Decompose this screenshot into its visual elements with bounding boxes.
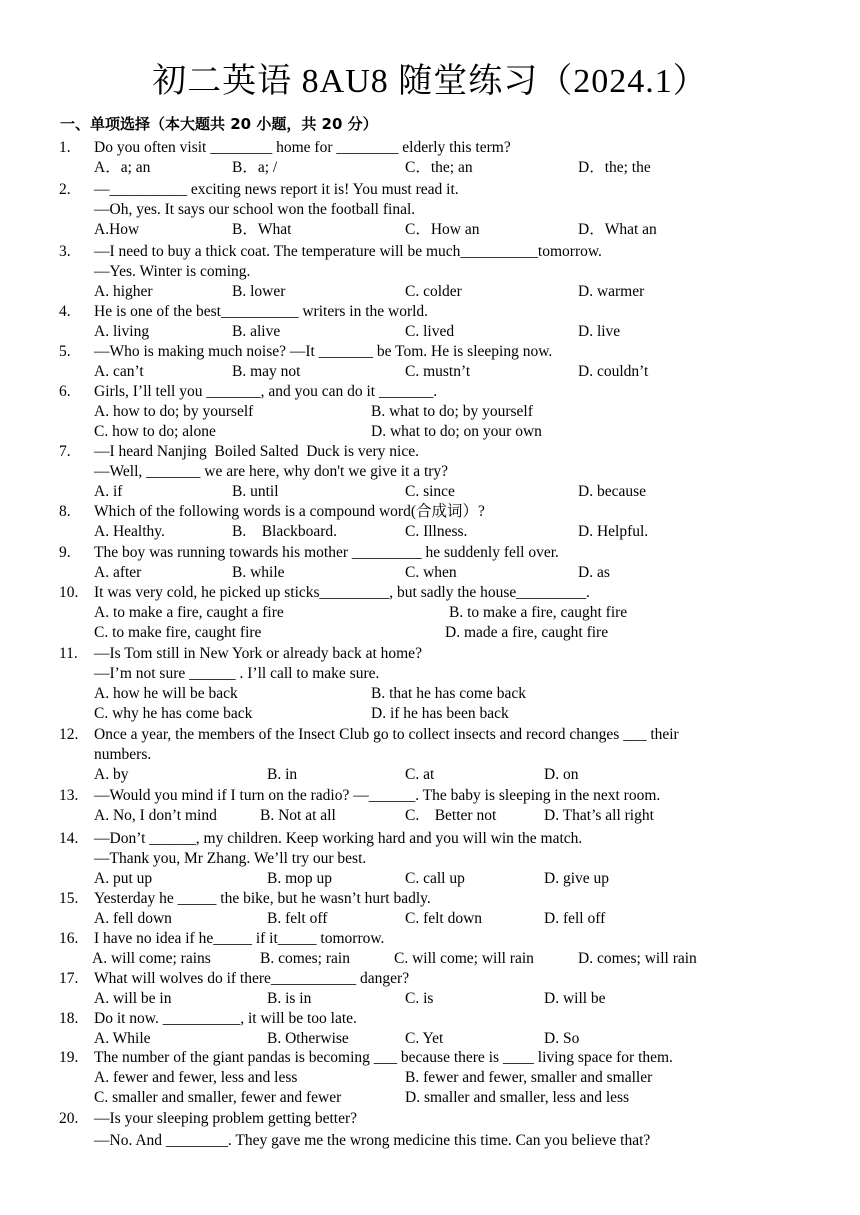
option: B. to make a fire, caught fire [449, 604, 628, 621]
question-text: I have no idea if he_____ if it_____ tomorrow. [94, 930, 385, 947]
option: A. While [94, 1030, 151, 1047]
option: A. how to do; by yourself [94, 403, 254, 420]
question-text: He is one of the best__________ writers in the world. [94, 303, 429, 320]
question-text: —I’m not sure ______ . I’ll call to make sure. [94, 665, 380, 682]
question-text: —Don’t ______, my children. Keep working hard and you will win the match. [94, 830, 583, 847]
option: C. call up [405, 870, 465, 887]
option: D. made a fire, caught fire [445, 624, 609, 641]
question-number: 8. [59, 503, 71, 520]
option: C. mustn’t [405, 363, 471, 380]
question-number: 2. [59, 181, 71, 198]
option: C. since [405, 483, 455, 500]
option: A. living [94, 323, 150, 340]
option: C. why he has come back [94, 705, 253, 722]
option: B. may not [232, 363, 301, 380]
option: A.How [94, 221, 140, 238]
option: A. to make a fire, caught a fire [94, 604, 284, 621]
question-text: —Yes. Winter is coming. [94, 263, 251, 280]
option: D. on [544, 766, 579, 783]
option: A. put up [94, 870, 153, 887]
option: C. how to do; alone [94, 423, 216, 440]
option: A. No, I don’t mind [94, 807, 217, 824]
option: A. after [94, 564, 142, 581]
option: A. if [94, 483, 123, 500]
question-text: Do you often visit ________ home for ________ elderly this term? [94, 139, 511, 156]
option: B. that he has come back [371, 685, 526, 702]
option: A. will be in [94, 990, 172, 1007]
question-text: —Would you mind if I turn on the radio? —______. The baby is sleeping in the next room. [94, 787, 661, 804]
question-text: Which of the following words is a compound word(合成词）? [94, 503, 485, 520]
section-heading: 一、单项选择（本大题共 20 小题，共 20 分） [60, 115, 378, 133]
question-number: 1. [59, 139, 71, 156]
option: D．What an [578, 221, 657, 238]
option: B. comes; rain [260, 950, 350, 967]
option: C. felt down [405, 910, 483, 927]
question-text: The boy was running towards his mother _________ he suddenly fell over. [94, 544, 559, 561]
question-number: 18. [59, 1010, 79, 1027]
option: C. Better not [405, 807, 497, 824]
question-text: —Is your sleeping problem getting better? [94, 1110, 358, 1127]
option: A. fell down [94, 910, 172, 927]
option: D. will be [544, 990, 606, 1007]
question-text: —Thank you, Mr Zhang. We’ll try our best. [94, 850, 367, 867]
option: B. what to do; by yourself [371, 403, 533, 420]
option: B. fewer and fewer, smaller and smaller [405, 1069, 653, 1086]
question-text: —__________ exciting news report it is! You must read it. [94, 181, 459, 198]
option: B. Otherwise [267, 1030, 349, 1047]
question-text: —I need to buy a thick coat. The temperature will be much__________tomorrow. [94, 243, 602, 260]
option: C．How an [405, 221, 480, 238]
question-text: Girls, I’ll tell you _______, and you can do it _______. [94, 383, 438, 400]
option: C. smaller and smaller, fewer and fewer [94, 1089, 342, 1106]
option: A. how he will be back [94, 685, 238, 702]
option: A. will come; rains [92, 950, 211, 967]
option: B．What [232, 221, 292, 238]
option: D. So [544, 1030, 580, 1047]
question-text: —Is Tom still in New York or already back at home? [94, 645, 422, 662]
question-number: 12. [59, 726, 79, 743]
question-text: —Oh, yes. It says our school won the football final. [94, 201, 416, 218]
option: D. smaller and smaller, less and less [405, 1089, 630, 1106]
option: D．the; the [578, 159, 651, 176]
option: D. couldn’t [578, 363, 649, 380]
option: B. mop up [267, 870, 333, 887]
question-number: 6. [59, 383, 71, 400]
question-text: Do it now. __________, it will be too late. [94, 1010, 357, 1027]
question-number: 3. [59, 243, 71, 260]
option: B. Not at all [260, 807, 336, 824]
option: A. fewer and fewer, less and less [94, 1069, 298, 1086]
option: C. Illness. [405, 523, 468, 540]
question-text: It was very cold, he picked up sticks_________, but sadly the house_________. [94, 584, 590, 601]
option: A．a; an [94, 159, 151, 176]
option: D. because [578, 483, 646, 500]
option: B. while [232, 564, 285, 581]
question-number: 15. [59, 890, 79, 907]
question-text: numbers. [94, 746, 152, 763]
question-number: 9. [59, 544, 71, 561]
question-number: 14. [59, 830, 79, 847]
option: D. That’s all right [544, 807, 654, 824]
question-text: —Who is making much noise? —It _______ be Tom. He is sleeping now. [94, 343, 553, 360]
question-number: 7. [59, 443, 71, 460]
question-number: 4. [59, 303, 71, 320]
question-text: What will wolves do if there___________ danger? [94, 970, 410, 987]
question-number: 19. [59, 1049, 79, 1066]
question-number: 5. [59, 343, 71, 360]
option: D. comes; will rain [578, 950, 697, 967]
option: C. will come; will rain [394, 950, 534, 967]
option: D. warmer [578, 283, 645, 300]
option: D. give up [544, 870, 610, 887]
option: A. Healthy. [94, 523, 165, 540]
option: D. Helpful. [578, 523, 649, 540]
option: B. until [232, 483, 279, 500]
question-number: 20. [59, 1110, 79, 1127]
option: C. to make fire, caught fire [94, 624, 262, 641]
question-text: Yesterday he _____ the bike, but he wasn’t hurt badly. [94, 890, 431, 907]
option: D. as [578, 564, 610, 581]
option: D. live [578, 323, 621, 340]
option: B. lower [232, 283, 286, 300]
option: D. if he has been back [371, 705, 509, 722]
page-title: 初二英语 8AU8 随堂练习（2024.1） [152, 63, 708, 100]
question-number: 17. [59, 970, 79, 987]
question-number: 11. [59, 645, 78, 662]
question-text: —Well, _______ we are here, why don't we give it a try? [94, 463, 449, 480]
question-text: The number of the giant pandas is becoming ___ because there is ____ living space for them. [94, 1049, 673, 1066]
question-number: 10. [59, 584, 79, 601]
option: B. alive [232, 323, 281, 340]
option: C. colder [405, 283, 462, 300]
question-text: —No. And ________. They gave me the wrong medicine this time. Can you believe that? [94, 1132, 651, 1149]
option: A. higher [94, 283, 153, 300]
option: B. in [267, 766, 298, 783]
question-number: 13. [59, 787, 79, 804]
option: C. at [405, 766, 435, 783]
question-number: 16. [59, 930, 79, 947]
option: A. by [94, 766, 129, 783]
option: C. is [405, 990, 434, 1007]
option: C. lived [405, 323, 455, 340]
option: B. is in [267, 990, 312, 1007]
option: B. felt off [267, 910, 328, 927]
option: C．the; an [405, 159, 473, 176]
option: A. can’t [94, 363, 144, 380]
option: D. fell off [544, 910, 606, 927]
option: B．a; / [232, 159, 278, 176]
option: B. Blackboard. [232, 523, 338, 540]
question-text: Once a year, the members of the Insect Club go to collect insects and record changes ___ their [94, 726, 679, 743]
option: C. Yet [405, 1030, 444, 1047]
option: C. when [405, 564, 457, 581]
option: D. what to do; on your own [371, 423, 542, 440]
question-text: —I heard Nanjing Boiled Salted Duck is very nice. [94, 443, 419, 460]
